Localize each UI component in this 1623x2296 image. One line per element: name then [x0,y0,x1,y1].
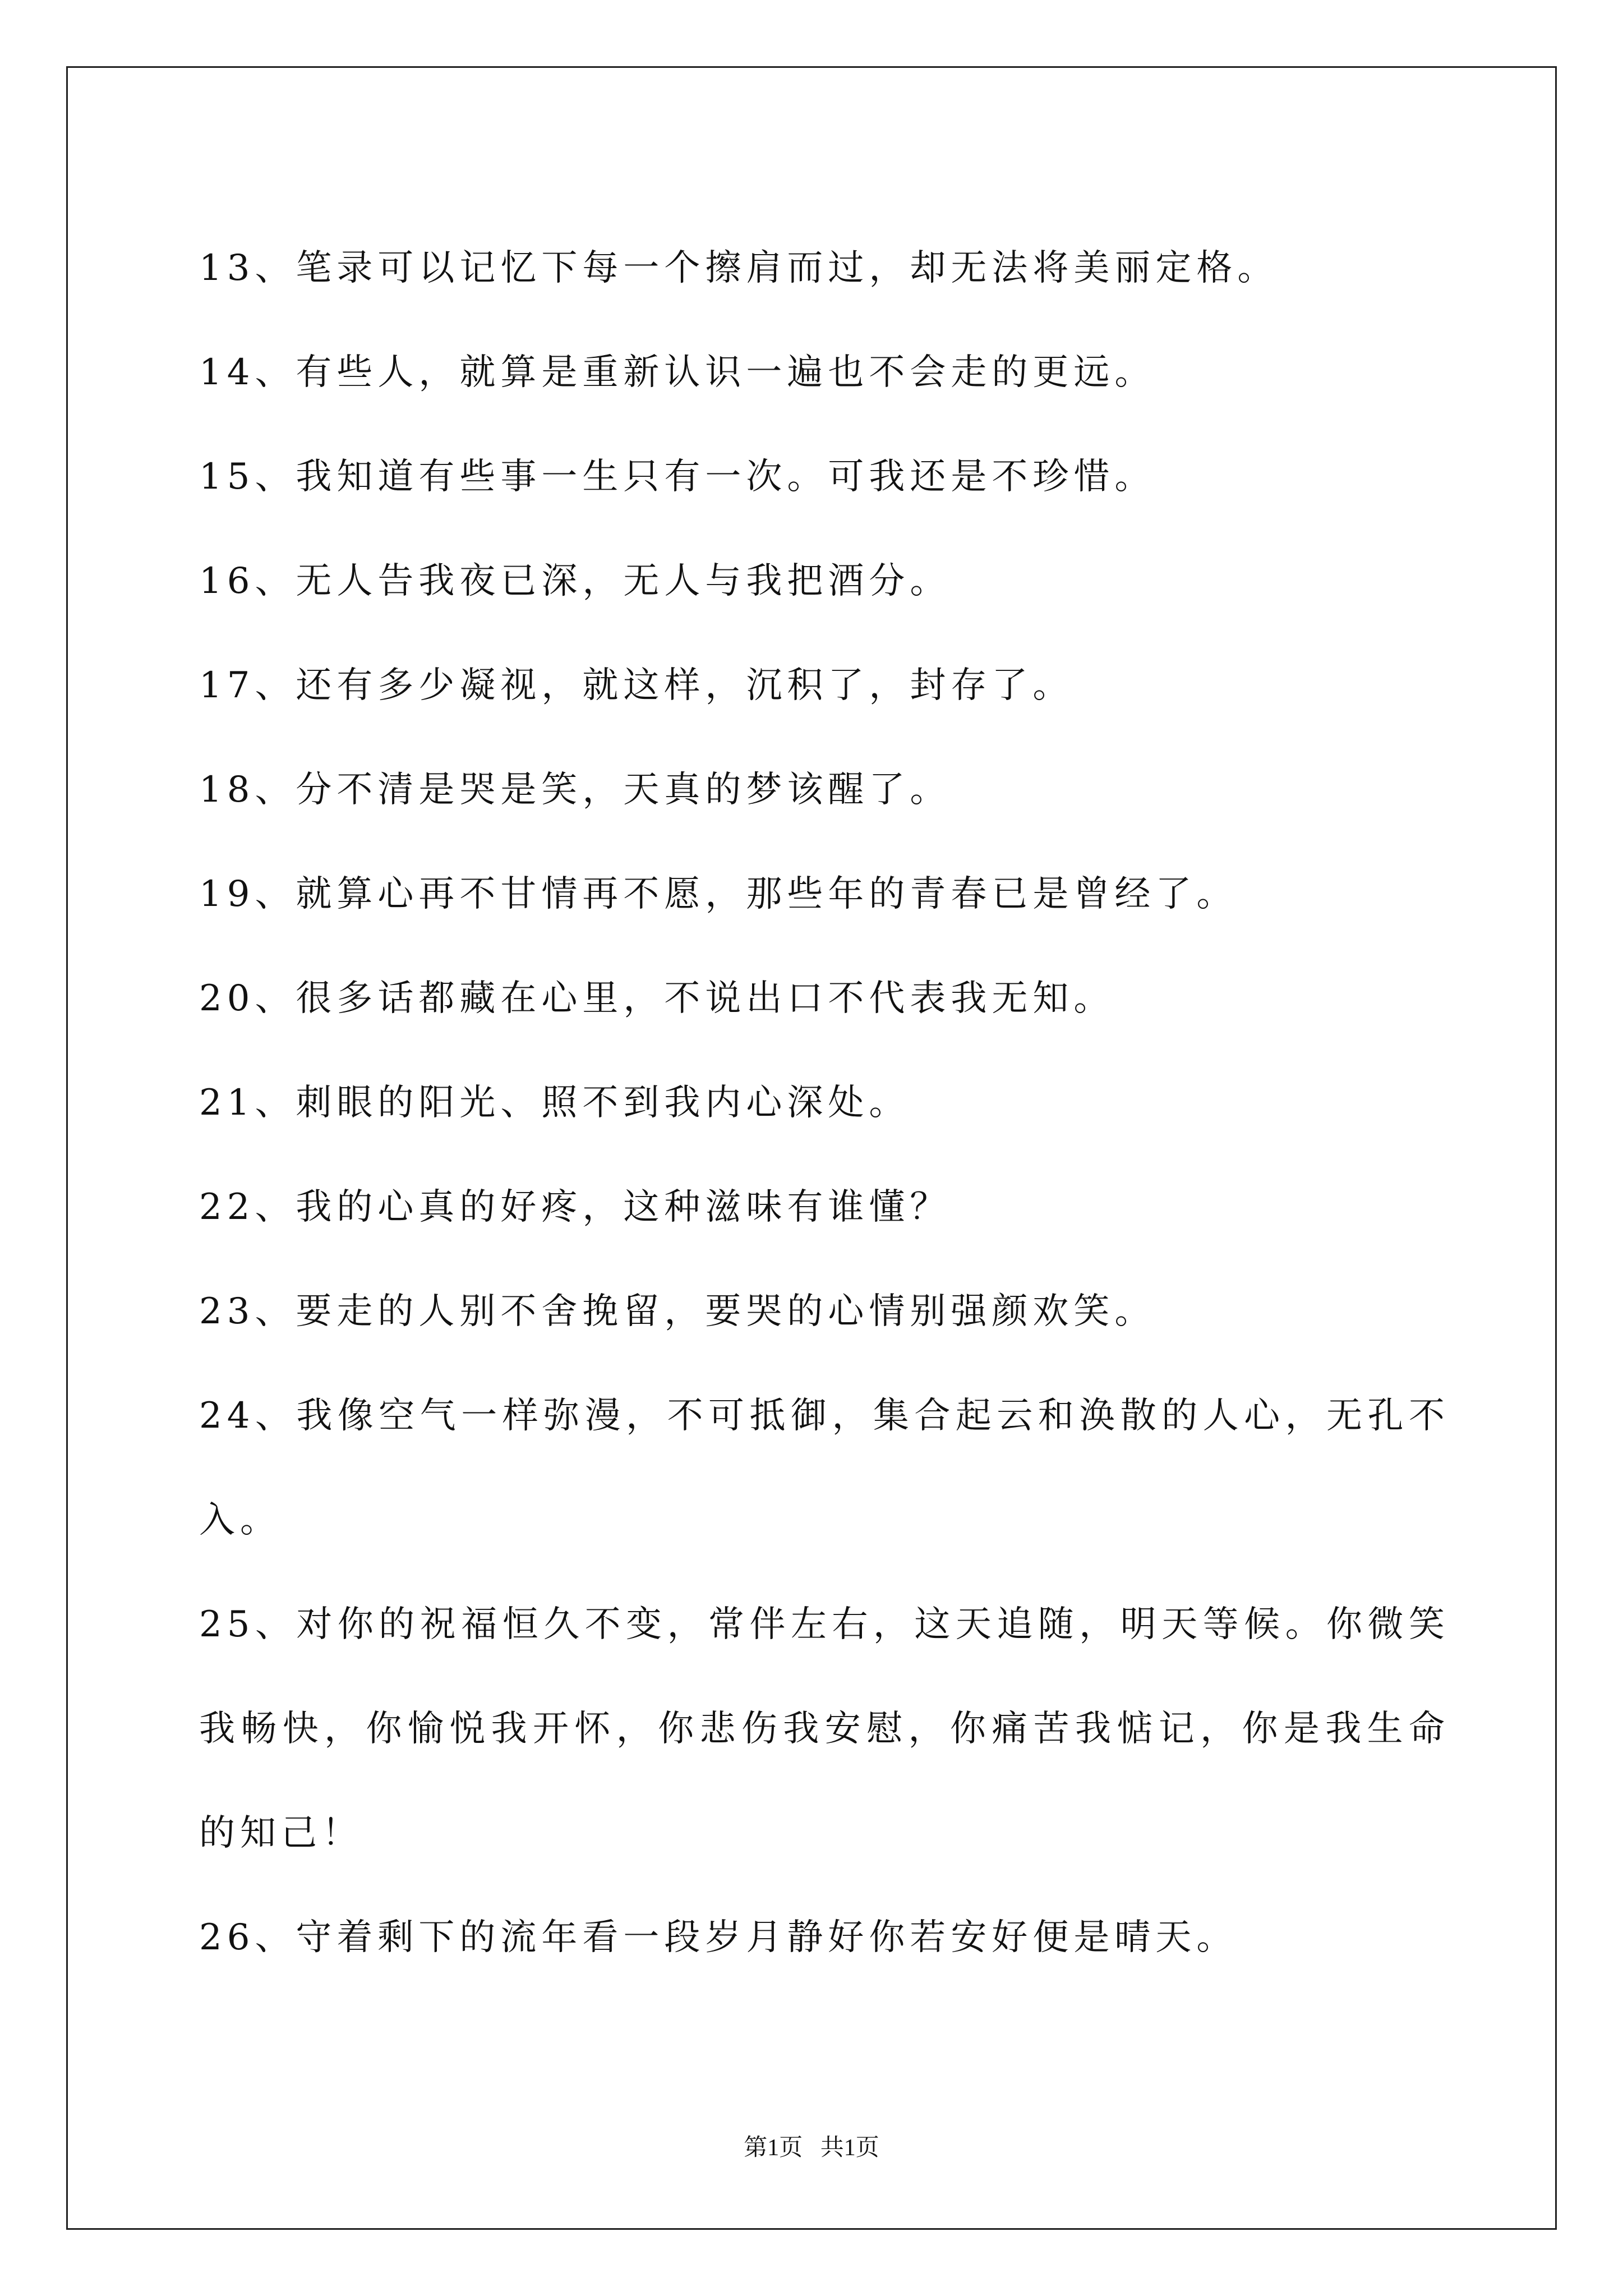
document-body [199,216,1450,1990]
paragraph-24: 24、我像空气一样弥漫，不可抵御，集合起云和涣散的人心，无孔不入。 [199,1395,1450,1541]
paragraph-23: 23、要走的人别不舍挽留，要哭的心情别强颜欢笑。 [199,1291,1156,1332]
paragraph-25: 25、对你的祝福恒久不变，常伴左右，这天追随，明天等候。你微笑我畅快，你愉悦我开怀，你悲伤我安慰，你痛苦我惦记，你是我生命的知己！ [199,1604,1450,1854]
paragraph-18: 18、分不清是哭是笑，天真的梦该醒了。 [199,769,951,811]
paragraph-22: 22、我的心真的好疼，这种滋味有谁懂？ [199,1186,951,1228]
paragraph-20: 20、很多话都藏在心里，不说出口不代表我无知。 [199,978,1115,1019]
paragraph-14: 14、有些人，就算是重新认识一遍也不会走的更远。 [199,352,1156,393]
paragraph-17: 17、还有多少凝视，就这样，沉积了，封存了。 [199,665,1074,706]
paragraph-19: 19、就算心再不甘情再不愿，那些年的青春已是曾经了。 [199,873,1238,915]
paragraph-13: 13、笔录可以记忆下每一个擦肩而过，却无法将美丽定格。 [199,247,1279,289]
paragraph-15: 15、我知道有些事一生只有一次。可我还是不珍惜。 [199,456,1156,498]
page-footer: 第1页 共1页 [744,2135,879,2161]
paragraph-16: 16、无人告我夜已深，无人与我把酒分。 [199,560,951,602]
paragraph-26: 26、守着剩下的流年看一段岁月静好你若安好便是晴天。 [199,1917,1238,1958]
paragraph-21: 21、刺眼的阳光、照不到我内心深处。 [199,1082,910,1124]
